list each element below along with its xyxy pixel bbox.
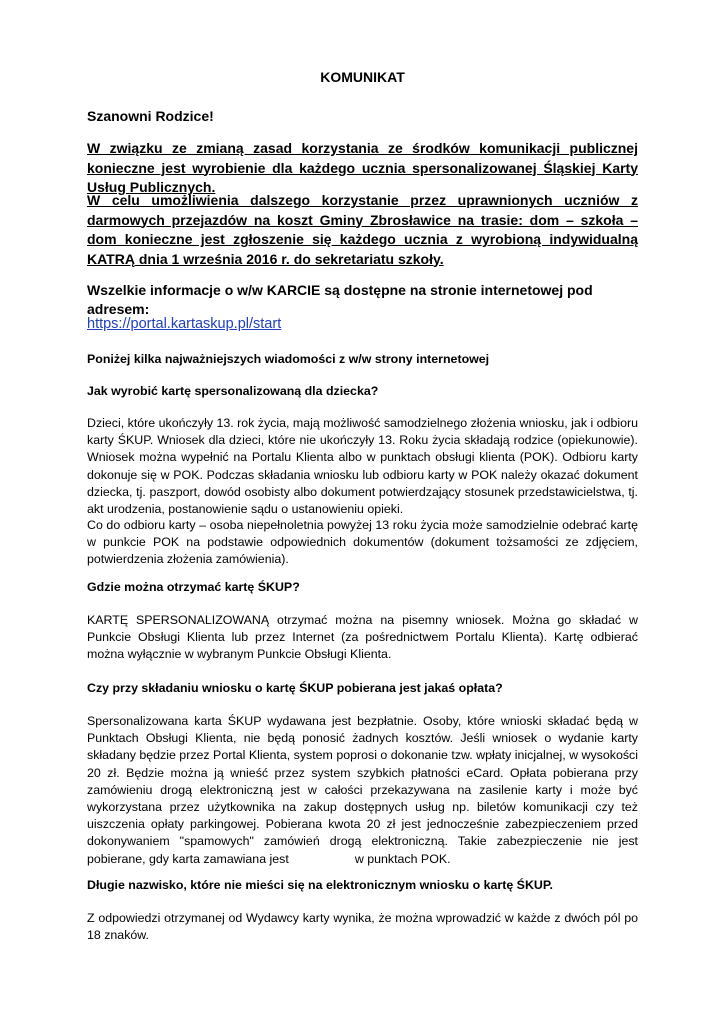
faq-question-3: Czy przy składaniu wniosku o kartę ŚKUP pobierana jest jakaś opłata? xyxy=(87,681,503,695)
faq-answer-1-continued: Co do odbioru karty – osoba niepełnoletnia powyżej 13 roku życia może samodzielnie odebrać kartę w punkcie POK na podstawie odpowiednich dokumentów (dokument tożsamości ze zdjęciem, potwierdzenia złożenia zamówienia). xyxy=(87,518,638,567)
section-intro: Poniżej kilka najważniejszych wiadomości z w/w strony internetowej xyxy=(87,352,490,366)
notice-school-registration: W celu umożliwienia dalszego korzystanie przez uprawnionych uczniów z darmowych przejazdów na koszt Gminy Zbrosławice na trasie: dom – szkoła – dom konieczne jest zgłoszenie się każdego ucznia z wyrobioną indywidualną KATRĄ dnia 1 września 2016 r. do sekretariatu szkoły. xyxy=(87,192,638,267)
faq-question-2: Gdzie można otrzymać kartę ŚKUP? xyxy=(87,580,300,594)
faq-question-4: Długie nazwisko, które nie mieści się na elektronicznym wniosku o kartę ŚKUP. xyxy=(87,878,553,892)
faq-answer-3-text: Spersonalizowana karta ŚKUP wydawana jest bezpłatnie. Osoby, które wnioski składać będą w Punktach Obsługi Klienta, nie będą ponosić żadnych kosztów. Jeśli wniosek o wydanie karty składany będzie przez Portal Klienta, system poprosi o dokonanie tzw. wpłaty inicjalnej, w wysokości 20 zł. Będzie można ją wnieść przez system szybkich płatności eCard. Opłata pobierana przy zamówieniu drogą elektroniczną jest w całości przekazywana na zasilenie karty i może być wykorzystana przez użytkownika na zakup dostępnych usług np. biletów komunikacji czy też uiszczenia opłaty parkingowej. Pobierana kwota 20 zł jest jednocześnie zabezpieczeniem przed dokonywaniem "spamowych" zamówień drogą elektroniczną. Takie zabezpieczenie nie jest pobierane, gdy karta zamawiana jest xyxy=(87,714,638,866)
notice-card-requirement: W związku ze zmianą zasad korzystania ze środków komunikacji publicznej konieczne jest wyrobienie dla każdego ucznia spersonalizowanej Śląskiej Karty Usług Publicznych. xyxy=(87,140,638,195)
faq-answer-3 xyxy=(87,713,638,868)
faq-answer-2: KARTĘ SPERSONALIZOWANĄ otrzymać można na pisemny wniosek. Można go składać w Punkcie Obsługi Klienta lub przez Internet (za pośrednictwem Portalu Klienta). Kartę odbierać można wyłącznie w wybranym Punkcie Obsługi Klienta. xyxy=(87,613,638,662)
greeting: Szanowni Rodzice! xyxy=(87,108,214,124)
faq-answer-4: Z odpowiedzi otrzymanej od Wydawcy karty wynika, że można wprowadzić w każde z dwóch pól po 18 znaków. xyxy=(87,911,638,943)
info-line: Wszelkie informacje o w/w KARCIE są dostępne na stronie internetowej pod adresem: xyxy=(87,282,593,317)
portal-link[interactable]: https://portal.kartaskup.pl/start xyxy=(87,316,282,332)
faq-answer-3-tail: w punktach POK. xyxy=(354,851,451,866)
page-title: KOMUNIKAT xyxy=(320,69,405,85)
faq-question-1: Jak wyrobić kartę spersonalizowaną dla dziecka? xyxy=(87,384,379,398)
faq-answer-1: Dzieci, które ukończyły 13. rok życia, mają możliwość samodzielnego złożenia wniosku, jak i odbioru karty ŚKUP. Wniosek dla dzieci, które nie ukończyły 13. Roku życia składają rodzice (opiekunowie). Wniosek można wypełnić na Portalu Klienta albo w punktach obsługi klienta (POK). Odbioru karty dokonuje się w POK. Podczas składania wniosku lub odbioru karty w POK należy okazać dokument dziecka, tj. paszport, dowód osobisty albo dokument potwierdzający stosunek przedstawicielstwa, tj. akt urodzenia, postanowienie sądu o ustanowieniu opieki. xyxy=(87,416,638,517)
